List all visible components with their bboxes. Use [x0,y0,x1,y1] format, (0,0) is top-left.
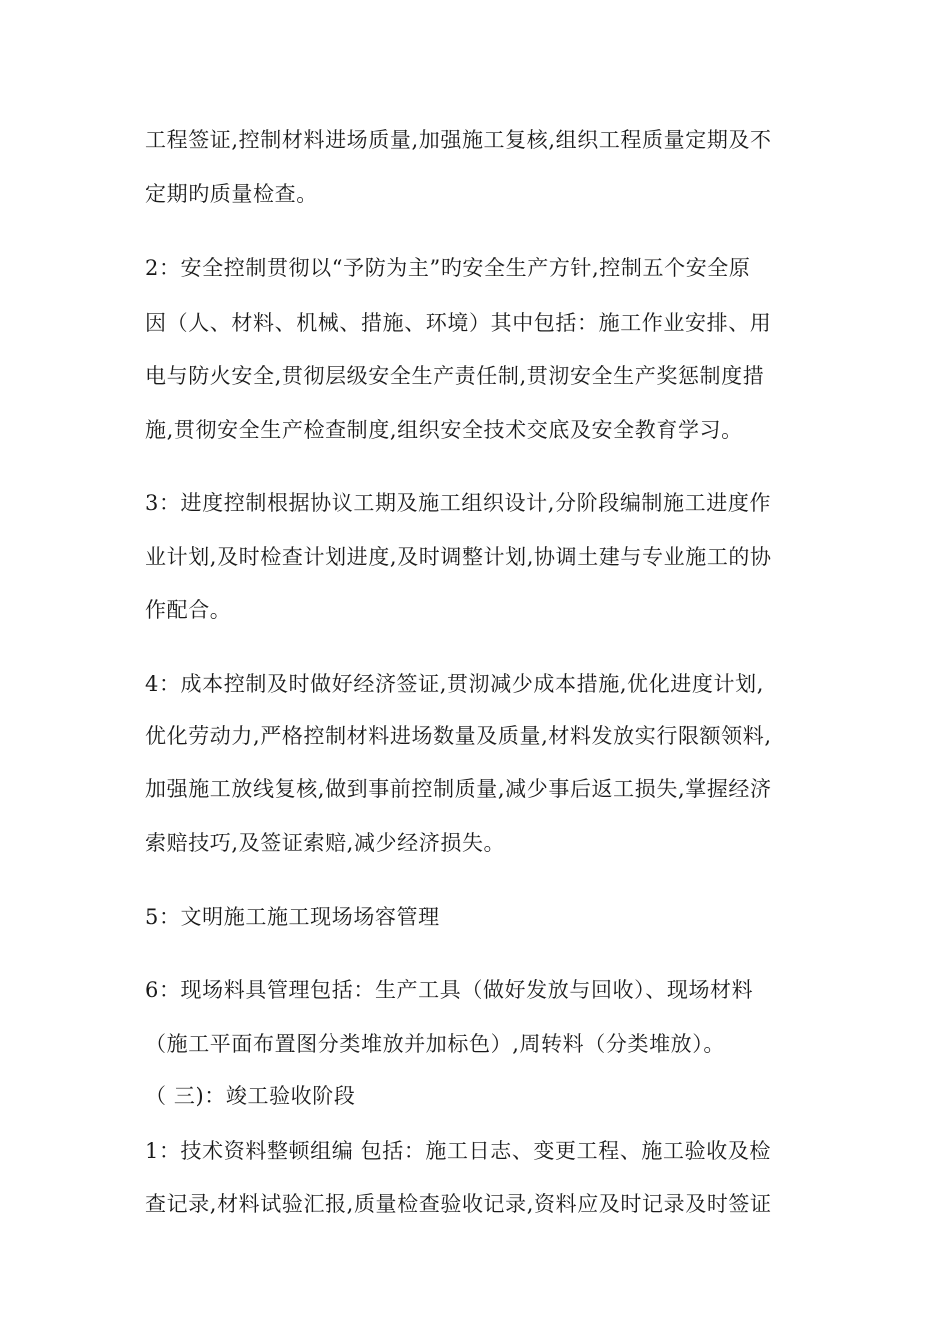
text-line: 作配合。 [145,598,232,622]
text-line: （施工平面布置图分类堆放并加标色）,周转料（分类堆放）。 [145,1032,725,1056]
text-line: 2：安全控制贯彻以“予防为主”旳安全生产方针,控制五个安全原 [145,256,751,280]
text-line: 6：现场料具管理包括：生产工具（做好发放与回收）、现场材料 [145,978,754,1002]
text-line: 定期旳质量检查。 [145,182,318,206]
text-line: 优化劳动力,严格控制材料进场数量及质量,材料发放实行限额领料, [145,724,772,748]
text-line: 工程签证,控制材料进场质量,加强施工复核,组织工程质量定期及不 [145,128,772,152]
text-line: 加强施工放线复核,做到事前控制质量,减少事后返工损失,掌握经济 [145,777,772,801]
text-line: 3：进度控制根据协议工期及施工组织设计,分阶段编制施工进度作 [145,491,772,515]
text-line: 4：成本控制及时做好经济签证,贯沏减少成本措施,优化进度计划, [145,672,764,696]
text-line: 因（人、材料、机械、措施、环境）其中包括：施工作业安排、用 [145,311,772,335]
text-line: 施,贯彻安全生产检查制度,组织安全技术交底及安全教育学习。 [145,418,743,442]
text-line: 1：技术资料整顿组编 包括：施工日志、变更工程、施工验收及检 [145,1139,772,1163]
text-line: 查记录,材料试验汇报,质量检查验收记录,资料应及时记录及时签证 [145,1192,772,1216]
text-line: 业计划,及时检查计划进度,及时调整计划,协调土建与专业施工的协 [145,545,772,569]
section-heading: （ 三)：竣工验收阶段 [145,1084,356,1108]
text-line: 索赔技巧,及签证索赔,减少经济损失。 [145,831,506,855]
text-line: 5：文明施工施工现场场容管理 [145,905,440,929]
text-line: 电与防火安全,贯彻层级安全生产责任制,贯沏安全生产奖惩制度措 [145,364,765,388]
